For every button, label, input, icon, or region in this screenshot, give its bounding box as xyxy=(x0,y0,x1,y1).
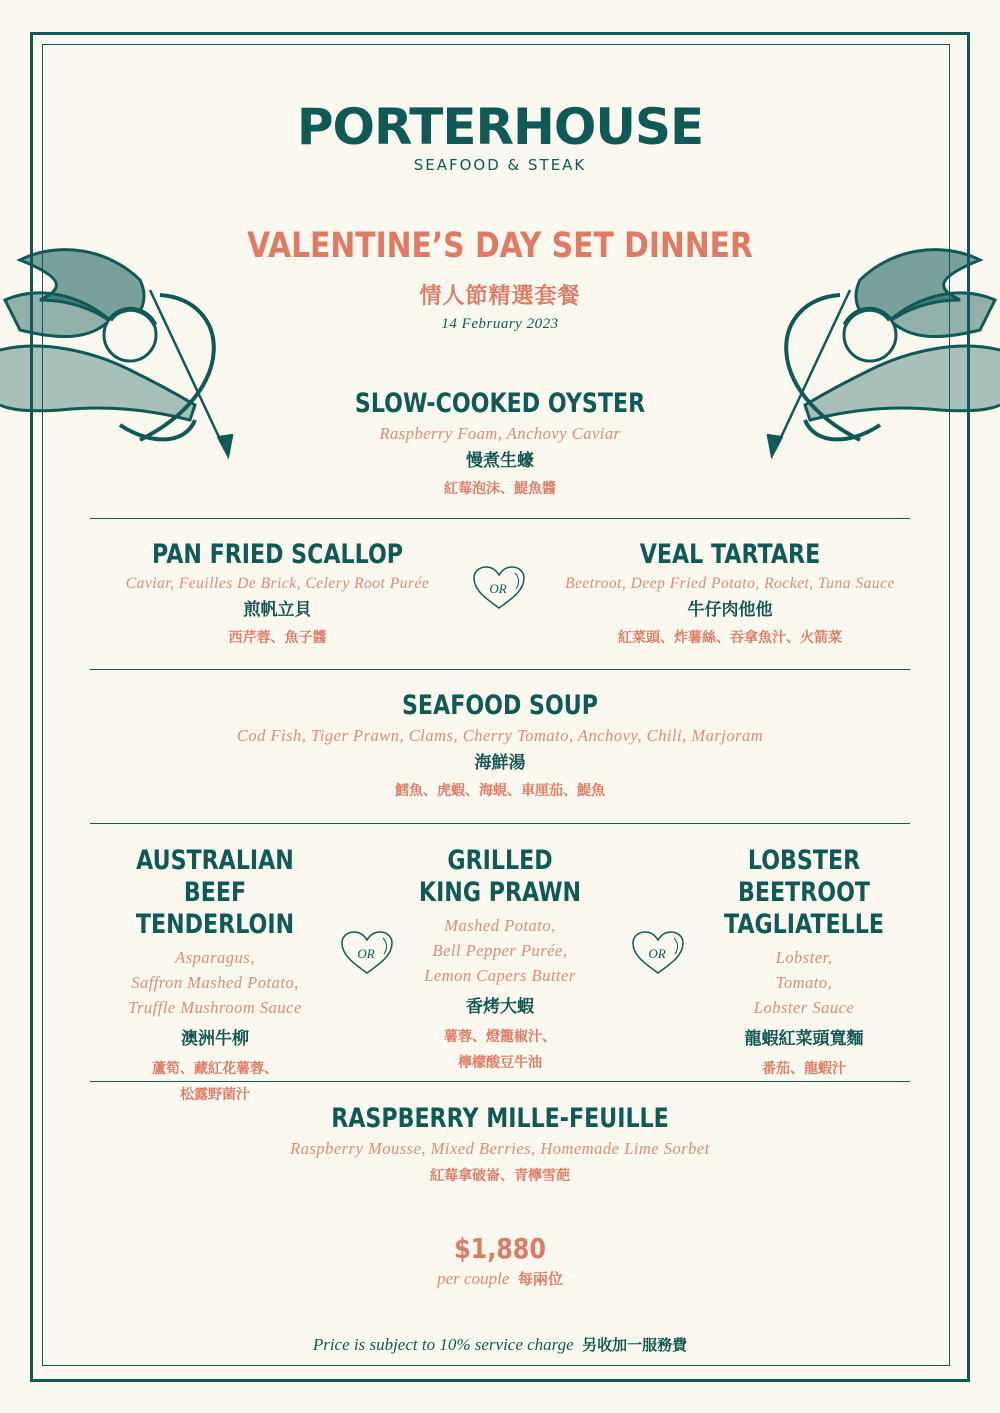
course-scallop xyxy=(100,539,455,647)
desc-line: Lobster Sauce xyxy=(753,998,855,1017)
dish-name-line2: TENDERLOIN xyxy=(135,909,295,940)
divider xyxy=(90,669,910,670)
menu-date: 14 February 2023 xyxy=(441,316,559,332)
divider xyxy=(90,823,910,824)
dish-name-cn: 龍蝦紅菜頭寬麵 xyxy=(744,1029,864,1048)
dish-description-cn xyxy=(680,1055,928,1081)
dish-name-line1: LOBSTER BEETROOT xyxy=(737,845,871,908)
or-heart-icon xyxy=(339,930,395,976)
cupid-right-illustration xyxy=(760,240,1000,460)
dish-description: Beetroot, Deep Fried Potato, Rocket, Tuna Sauce xyxy=(565,575,895,592)
dish-name-cn: 慢煮生蠔 xyxy=(466,451,534,470)
desc-line: Lobster, xyxy=(775,948,833,967)
dish-name-cn: 海鮮湯 xyxy=(474,753,526,772)
price-basis-text: per couple xyxy=(437,1269,510,1288)
desc-cn-line: 松露野菌汁 xyxy=(180,1086,250,1102)
course-dessert xyxy=(200,1103,800,1185)
dish-description-cn: 鱈魚、虎蝦、海蜆、車厘茄、鯷魚 xyxy=(395,782,605,798)
dish-description-cn xyxy=(400,1023,600,1075)
brand-tagline: SEAFOOD & STEAK xyxy=(413,156,587,174)
set-price: $1,880 xyxy=(454,1232,546,1265)
dish-name-cn: 澳洲牛柳 xyxy=(181,1029,249,1048)
dish-name-line2: TAGLIATELLE xyxy=(723,909,885,940)
or-heart-icon xyxy=(630,930,686,976)
brand-logo: PORTERHOUSE xyxy=(296,98,704,156)
dish-name: SLOW-COOKED OYSTER xyxy=(354,388,646,419)
dish-name-line1: AUSTRALIAN BEEF xyxy=(136,845,294,908)
desc-line: Tomato, xyxy=(775,973,833,992)
dish-description-cn: 紅菜頭、炸薯絲、吞拿魚汁、火箭菜 xyxy=(618,629,842,645)
service-charge-text: Price is subject to 10% service charge xyxy=(312,1335,574,1354)
or-heart-icon xyxy=(471,565,527,611)
dish-description xyxy=(680,945,928,1020)
desc-line: Saffron Mashed Potato, xyxy=(131,973,299,992)
desc-line: Bell Pepper Purée, xyxy=(432,941,568,960)
cupid-left-illustration xyxy=(0,240,240,460)
course-lobster xyxy=(680,845,928,1081)
divider xyxy=(90,518,910,519)
divider xyxy=(90,1081,910,1082)
desc-cn-line: 蘆筍、藏紅花薯蓉、 xyxy=(152,1060,278,1076)
desc-cn-line: 薯蓉、燈籠椒汁、 xyxy=(444,1028,556,1044)
price-basis xyxy=(0,1268,1000,1289)
dish-name-line2: KING PRAWN xyxy=(418,877,582,908)
menu-title-cn: 情人節精選套餐 xyxy=(419,283,581,308)
dish-description-cn: 紅莓拿破崙、青檸雪葩 xyxy=(430,1167,570,1183)
dish-description-cn: 西芹蓉、魚子醬 xyxy=(228,629,327,645)
course-beef xyxy=(100,845,330,1107)
or-label: OR xyxy=(357,946,375,961)
dish-description-cn: 紅莓泡沫、鯷魚醬 xyxy=(444,480,556,496)
or-label: OR xyxy=(489,581,507,596)
dish-name: VEAL TARTARE xyxy=(639,539,821,570)
desc-line: Mashed Potato, xyxy=(444,916,556,935)
desc-line: Asparagus, xyxy=(175,948,255,967)
course-oyster xyxy=(250,388,750,498)
dish-description xyxy=(100,945,330,1020)
dish-name-line1: GRILLED xyxy=(447,845,553,876)
course-veal xyxy=(548,539,912,647)
service-charge-note xyxy=(0,1334,1000,1355)
service-charge-cn: 另收加一服務費 xyxy=(582,1337,688,1354)
dish-name: SEAFOOD SOUP xyxy=(401,690,599,721)
price-basis-cn: 每兩位 xyxy=(517,1271,563,1288)
dish-description: Raspberry Mousse, Mixed Berries, Homemade Lime Sorbet xyxy=(290,1139,710,1158)
desc-line: Lemon Capers Butter xyxy=(424,966,576,985)
or-label: OR xyxy=(648,946,666,961)
dish-description: Cod Fish, Tiger Prawn, Clams, Cherry Tomato, Anchovy, Chili, Marjoram xyxy=(236,726,764,745)
desc-cn-line: 番茄、龍蝦汁 xyxy=(762,1060,846,1076)
dish-description: Caviar, Feuilles De Brick, Celery Root Purée xyxy=(125,575,430,592)
dish-name-cn: 香烤大蝦 xyxy=(466,997,534,1016)
course-prawn xyxy=(400,845,600,1075)
course-soup xyxy=(150,690,850,800)
dish-name-cn: 煎帆立貝 xyxy=(243,600,312,619)
desc-cn-line: 檸檬酸豆牛油 xyxy=(458,1054,542,1070)
dish-name: PAN FRIED SCALLOP xyxy=(152,539,403,570)
desc-line: Truffle Mushroom Sauce xyxy=(128,998,302,1017)
dish-description: Raspberry Foam, Anchovy Caviar xyxy=(379,424,621,443)
dish-name-cn: 牛仔肉他他 xyxy=(687,600,773,619)
menu-title: VALENTINE’S DAY SET DINNER xyxy=(247,226,753,266)
dish-name: RASPBERRY MILLE-FEUILLE xyxy=(331,1103,669,1134)
dish-description xyxy=(400,913,600,988)
